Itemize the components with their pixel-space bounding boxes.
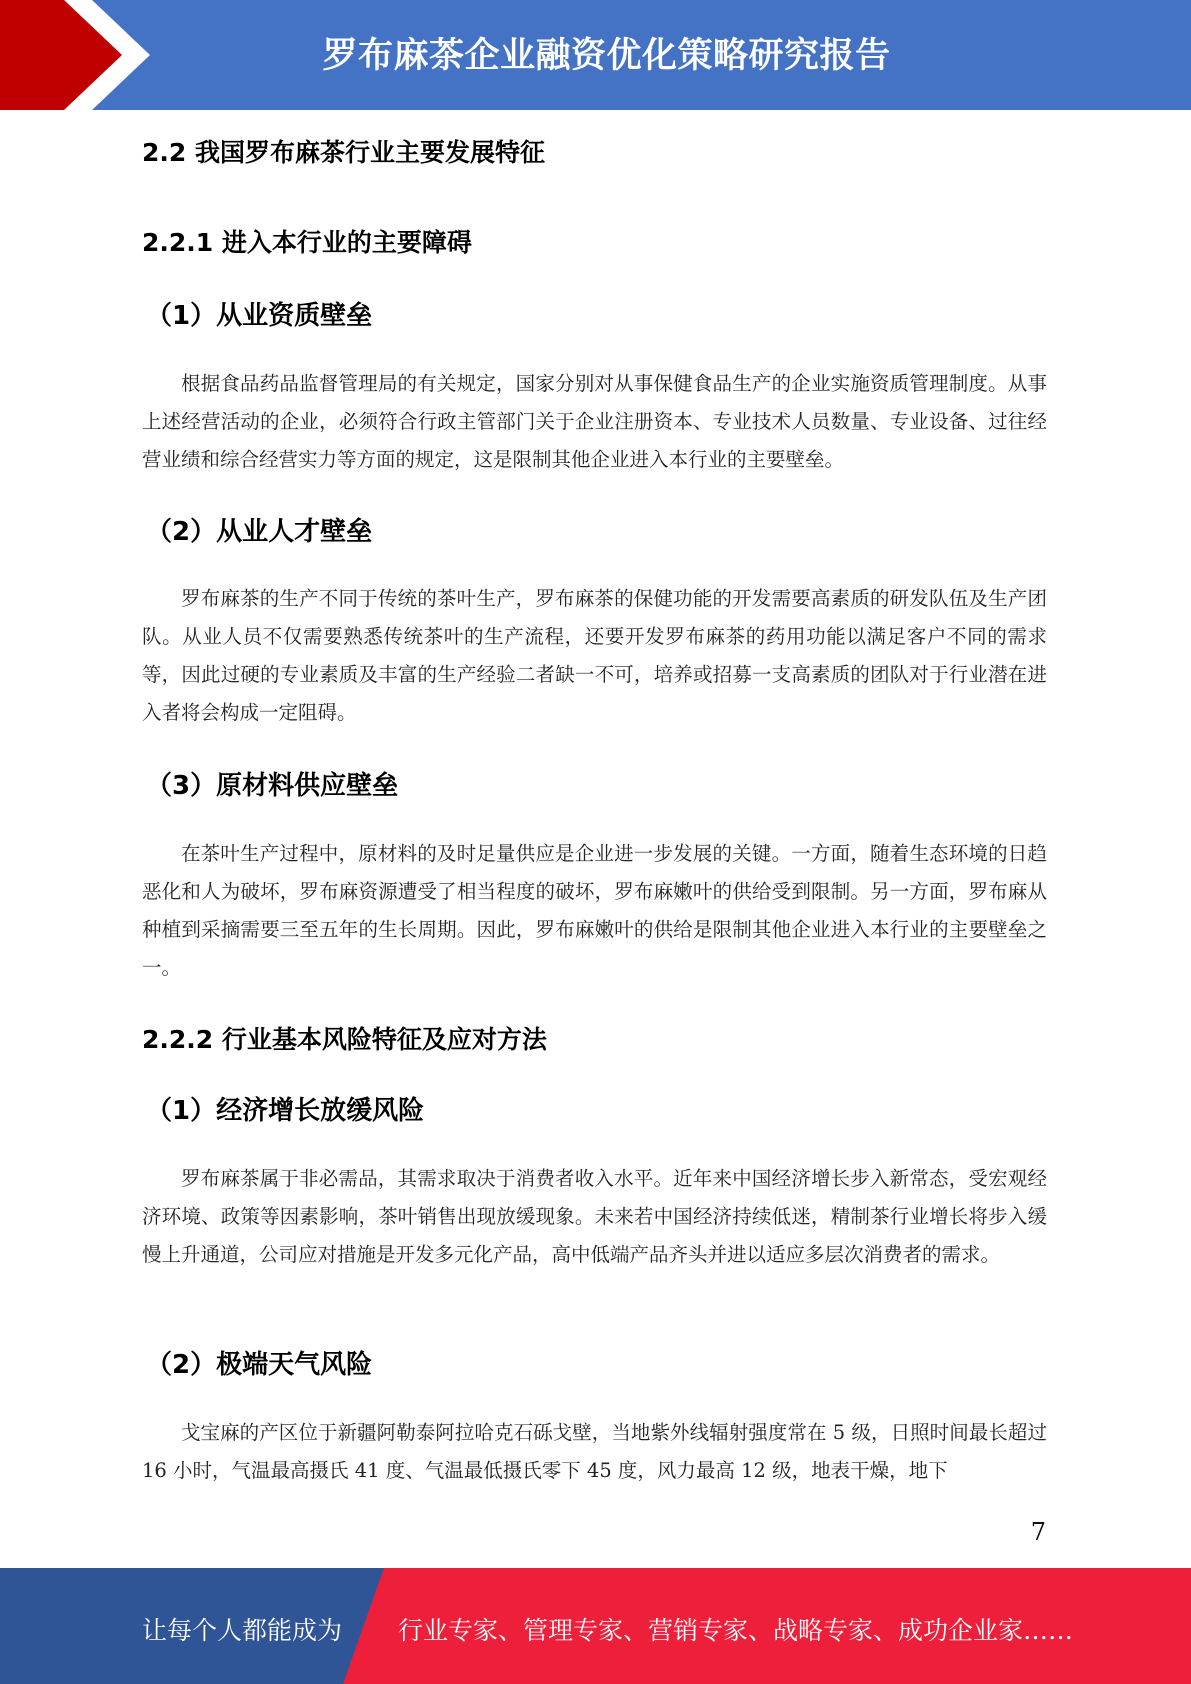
page-number: 7 [1030, 1518, 1046, 1546]
subheading-raw-material-barrier: （3）原材料供应壁垒 [146, 771, 399, 801]
section-heading-2-2: 2.2 我国罗布麻茶行业主要发展特征 [142, 138, 545, 167]
footer-slogan-right: 行业专家、管理专家、营销专家、战略专家、成功企业家…… [398, 1616, 1074, 1645]
footer-slogan-left: 让每个人都能成为 [142, 1616, 343, 1645]
paragraph-raw-material-barrier: 在茶叶生产过程中，原材料的及时足量供应是企业进一步发展的关键。一方面，随着生态环境的日趋恶化和人为破坏，罗布麻资源遭受了相当程度的破坏，罗布麻嫩叶的供给受到限制。另一方面，罗布麻从种植到采摘需要三至五年的生长周期。因此，罗布麻嫩叶的供给是限制其他企业进入本行业的主要壁垒之一。 [142, 842, 1047, 979]
subheading-qualification-barrier: （1）从业资质壁垒 [146, 301, 373, 331]
subheading-talent-barrier: （2）从业人才壁垒 [146, 517, 373, 547]
subheading-extreme-weather-risk: （2）极端天气风险 [146, 1350, 373, 1380]
document-title: 罗布麻茶企业融资优化策略研究报告 [322, 36, 891, 76]
section-heading-2-2-1: 2.2.1 进入本行业的主要障碍 [142, 228, 472, 257]
subheading-economic-slowdown-risk: （1）经济增长放缓风险 [146, 1096, 425, 1126]
page-header [0, 0, 1191, 110]
page-footer [0, 1568, 1191, 1684]
paragraph-economic-slowdown-risk: 罗布麻茶属于非必需品，其需求取决于消费者收入水平。近年来中国经济增长步入新常态，受宏观经济环境、政策等因素影响，茶叶销售出现放缓现象。未来若中国经济持续低迷，精制茶行业增长将步入缓慢上升通道，公司应对措施是开发多元化产品，高中低端产品齐头并进以适应多层次消费者的需求。 [142, 1167, 1047, 1266]
paragraph-extreme-weather-risk: 戈宝麻的产区位于新疆阿勒泰阿拉哈克石砾戈壁，当地紫外线辐射强度常在 5 级，日照时间最长超过 16 小时，气温最高摄氏 41 度、气温最低摄氏零下 45 度，风力最高 12 级，地表干燥，地下 [142, 1421, 1047, 1482]
section-heading-2-2-2: 2.2.2 行业基本风险特征及应对方法 [142, 1025, 547, 1054]
paragraph-qualification-barrier: 根据食品药品监督管理局的有关规定，国家分别对从事保健食品生产的企业实施资质管理制度。从事上述经营活动的企业，必须符合行政主管部门关于企业注册资本、专业技术人员数量、专业设备、过往经营业绩和综合经营实力等方面的规定，这是限制其他企业进入本行业的主要壁垒。 [142, 372, 1047, 471]
paragraph-talent-barrier: 罗布麻茶的生产不同于传统的茶叶生产，罗布麻茶的保健功能的开发需要高素质的研发队伍及生产团队。从业人员不仅需要熟悉传统茶叶的生产流程，还要开发罗布麻茶的药用功能以满足客户不同的需求等，因此过硬的专业素质及丰富的生产经验二者缺一不可，培养或招募一支高素质的团队对于行业潜在进入者将会构成一定阻碍。 [142, 587, 1047, 724]
